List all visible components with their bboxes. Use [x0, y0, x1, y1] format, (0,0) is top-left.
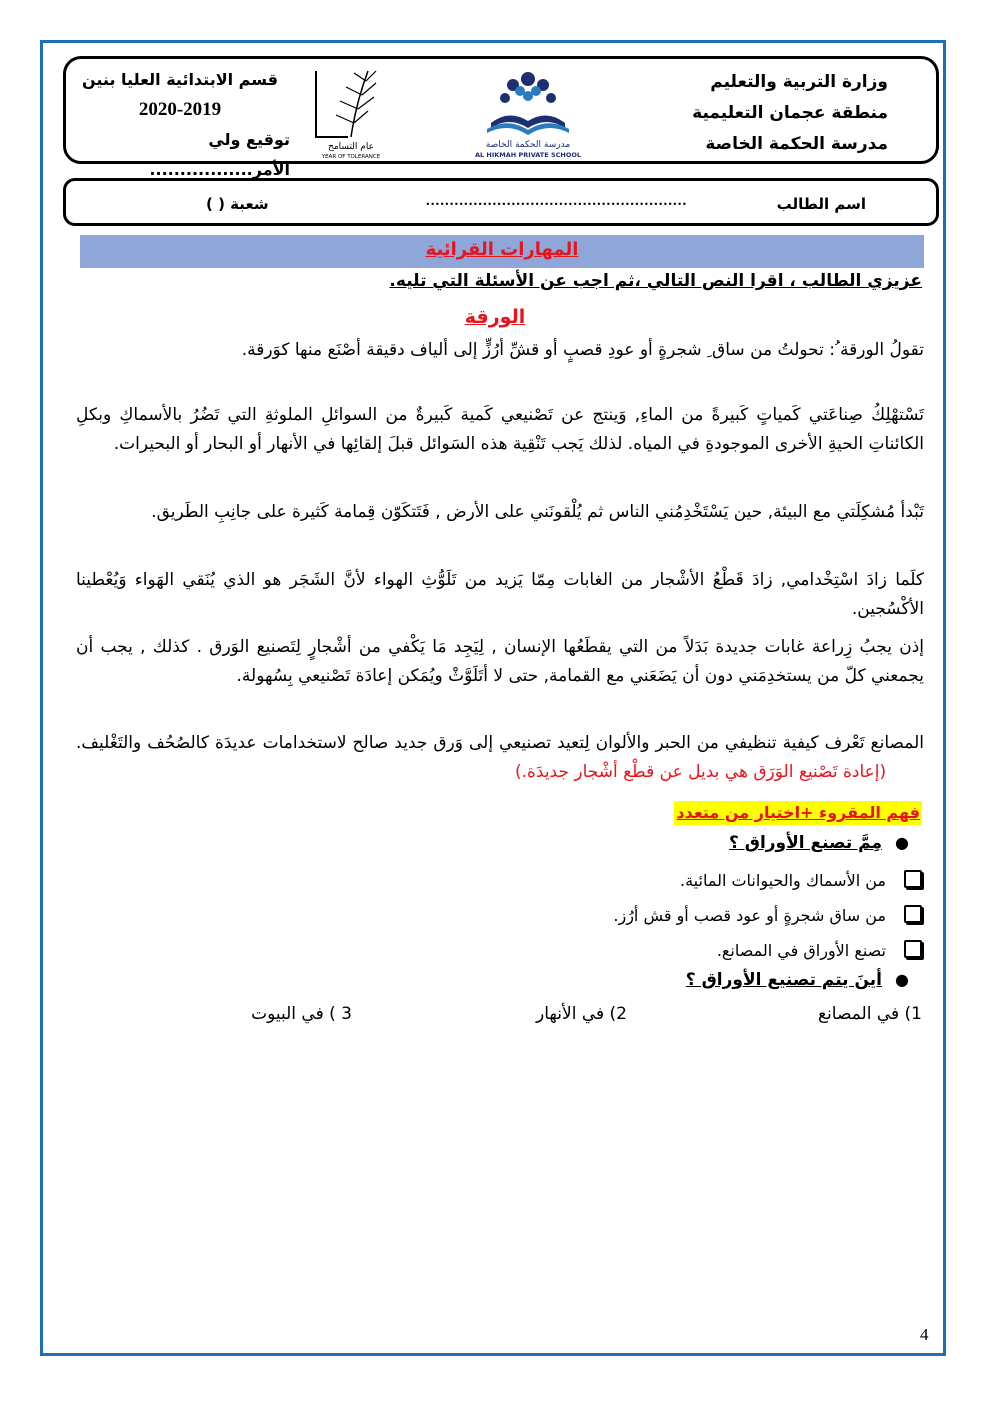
school-name: مدرسة الحكمة الخاصة: [705, 134, 888, 154]
question-2-text: أينَ يتم تصنيع الأوراق ؟: [685, 970, 882, 990]
zone-name: منطقة عجمان التعليمية: [692, 103, 888, 123]
comprehension-header: فهم المقروء +اختيار من متعدد: [674, 801, 922, 825]
student-name-label: اسم الطالب: [776, 195, 866, 213]
q2-answer-1[interactable]: 1) في المصانع: [818, 1004, 922, 1024]
paragraph-3: تَبْدأ مُشكِلَتي مع البيئة, حين يَسْتَخْدِمُني الناس ثم يُلْقونَني على الأرض , فَتَتكَوّن قِمامة كَثيرة على جانِبِ الطَريق.: [151, 502, 924, 522]
paragraph-6-text: المصانع تَعْرف كيفية تنظيفي من الحبر والألوان لِتعيد تصنيعي إلى وَرق جديد صالح لاستخدامات عديدَة كالصُحُف والتَغْليف.: [76, 733, 924, 753]
paragraph-4: كلَما زادَ اسْتِخْدامي, زادَ قَطْعُ الأشْجار من الغابات مِمّا يَزيد من تَلَوُّثِ الهواء لأنَّ الشَجَر هو الذي يُنَقي الهَواء وَيُعْطينا الأكْسُجين.: [76, 570, 924, 619]
header-department-block: [70, 65, 290, 185]
logo-text-en: AL HIKMAH PRIVATE SCHOOL: [474, 151, 582, 159]
academic-year: 2020-2019: [138, 99, 222, 120]
tolerance-text-ar: عام التسامح: [328, 142, 374, 152]
guardian-signature: توقيع ولي الأمر.................: [149, 130, 290, 179]
header-box: [63, 56, 939, 179]
department-name: قسم الابتدائية العليا بنين: [82, 70, 278, 89]
story-title: الورقة: [464, 306, 526, 328]
checkbox-icon[interactable]: [904, 905, 922, 923]
question-2: [686, 970, 922, 990]
q1-option-2[interactable]: [613, 905, 922, 925]
section-title-band: [80, 235, 924, 268]
paragraph-6: [76, 729, 924, 787]
bullet-icon: ●: [895, 970, 909, 989]
question-1: [729, 833, 922, 853]
q1-option-2-text: من ساق شجرةٍ أو عود قصب أو قش أرُز.: [613, 906, 886, 925]
q1-option-1-text: من الأسماك والحيوانات المائية.: [680, 871, 886, 890]
q2-answer-3[interactable]: 3 ) في البيوت: [251, 1004, 352, 1024]
student-name-field[interactable]: .......................................................: [426, 193, 688, 209]
question-1-text: مِمَّ تصنع الأوراق ؟: [728, 833, 882, 853]
logo-text-ar: مدرسة الحكمة الخاصة: [485, 140, 571, 150]
header-ministry-block: [692, 67, 888, 160]
year-of-tolerance-logo: [306, 63, 396, 161]
q1-option-1[interactable]: [680, 870, 922, 890]
recycle-note: (إعادة تَصْنيع الوَرَق هي بديل عن قطْع أشْجار جديدَة.): [514, 762, 887, 782]
section-title: المهارات القرائية: [425, 239, 579, 260]
q2-answer-2[interactable]: 2) في الأنهار: [536, 1004, 627, 1024]
school-logo: [461, 65, 596, 159]
bullet-icon: ●: [895, 833, 909, 852]
page-number: 4: [920, 1325, 929, 1344]
paragraph-1: تقولُ الورقة ُ: تحولتُ من ساق ِ شجرةٍ أو عودِ قصبٍ أو قشِّ أرُزٍّ إلى ألياف دقيقة أصْنَع منها كوَرقة.: [241, 340, 924, 360]
checkbox-icon[interactable]: [904, 870, 922, 888]
tolerance-text-en: YEAR OF TOLERANCE: [321, 154, 381, 160]
checkbox-icon[interactable]: [904, 940, 922, 958]
student-info-box: [63, 178, 939, 226]
paragraph-2: تَسْتهْلِكُ صِناعَتي كَمياتٍ كَبيرةً من الماءِ, وَينتج عن تَصْنيعي كَمية كَبيرةٌ من السوائلِ الملوثةِ التي تَضُرُ بالأسماكِ وبكلِ الكائناتِ الحيةِ الأخرى الموجودةِ في المياه. لذلك يَجب تَنْقِية هذه السَوائل قبلَ إلقائِها في الأنهار أو البحار أو البحيرات.: [76, 405, 924, 454]
instruction-text: عزيزي الطالب ، اقرا النص التالي ،ثم اجب عن الأسئلة التي تليه.: [389, 271, 922, 291]
q1-option-3-text: تصنع الأوراق في المصانع.: [716, 941, 886, 960]
q1-option-3[interactable]: [717, 940, 922, 960]
section-field[interactable]: شعبة ( ): [206, 195, 269, 213]
ministry-name: وزارة التربية والتعليم: [710, 72, 888, 92]
paragraph-5: إذن يجبُ زِراعة غابات جديدة بَدَلاً من التي يقطَعُها الإنسان , لِيَجِد مَا يَكْفي من أشْجارٍ لِتَصنيع الوَرق . كذلك , يجب أن يجمعني كلّ من يستخدِمَني دون أن يَضَعَني مع القمامة, حتى لا أتَلَوَّثْ ويُمَكن إعادَة تَصْنيعي بِسُهولة.: [76, 637, 924, 686]
